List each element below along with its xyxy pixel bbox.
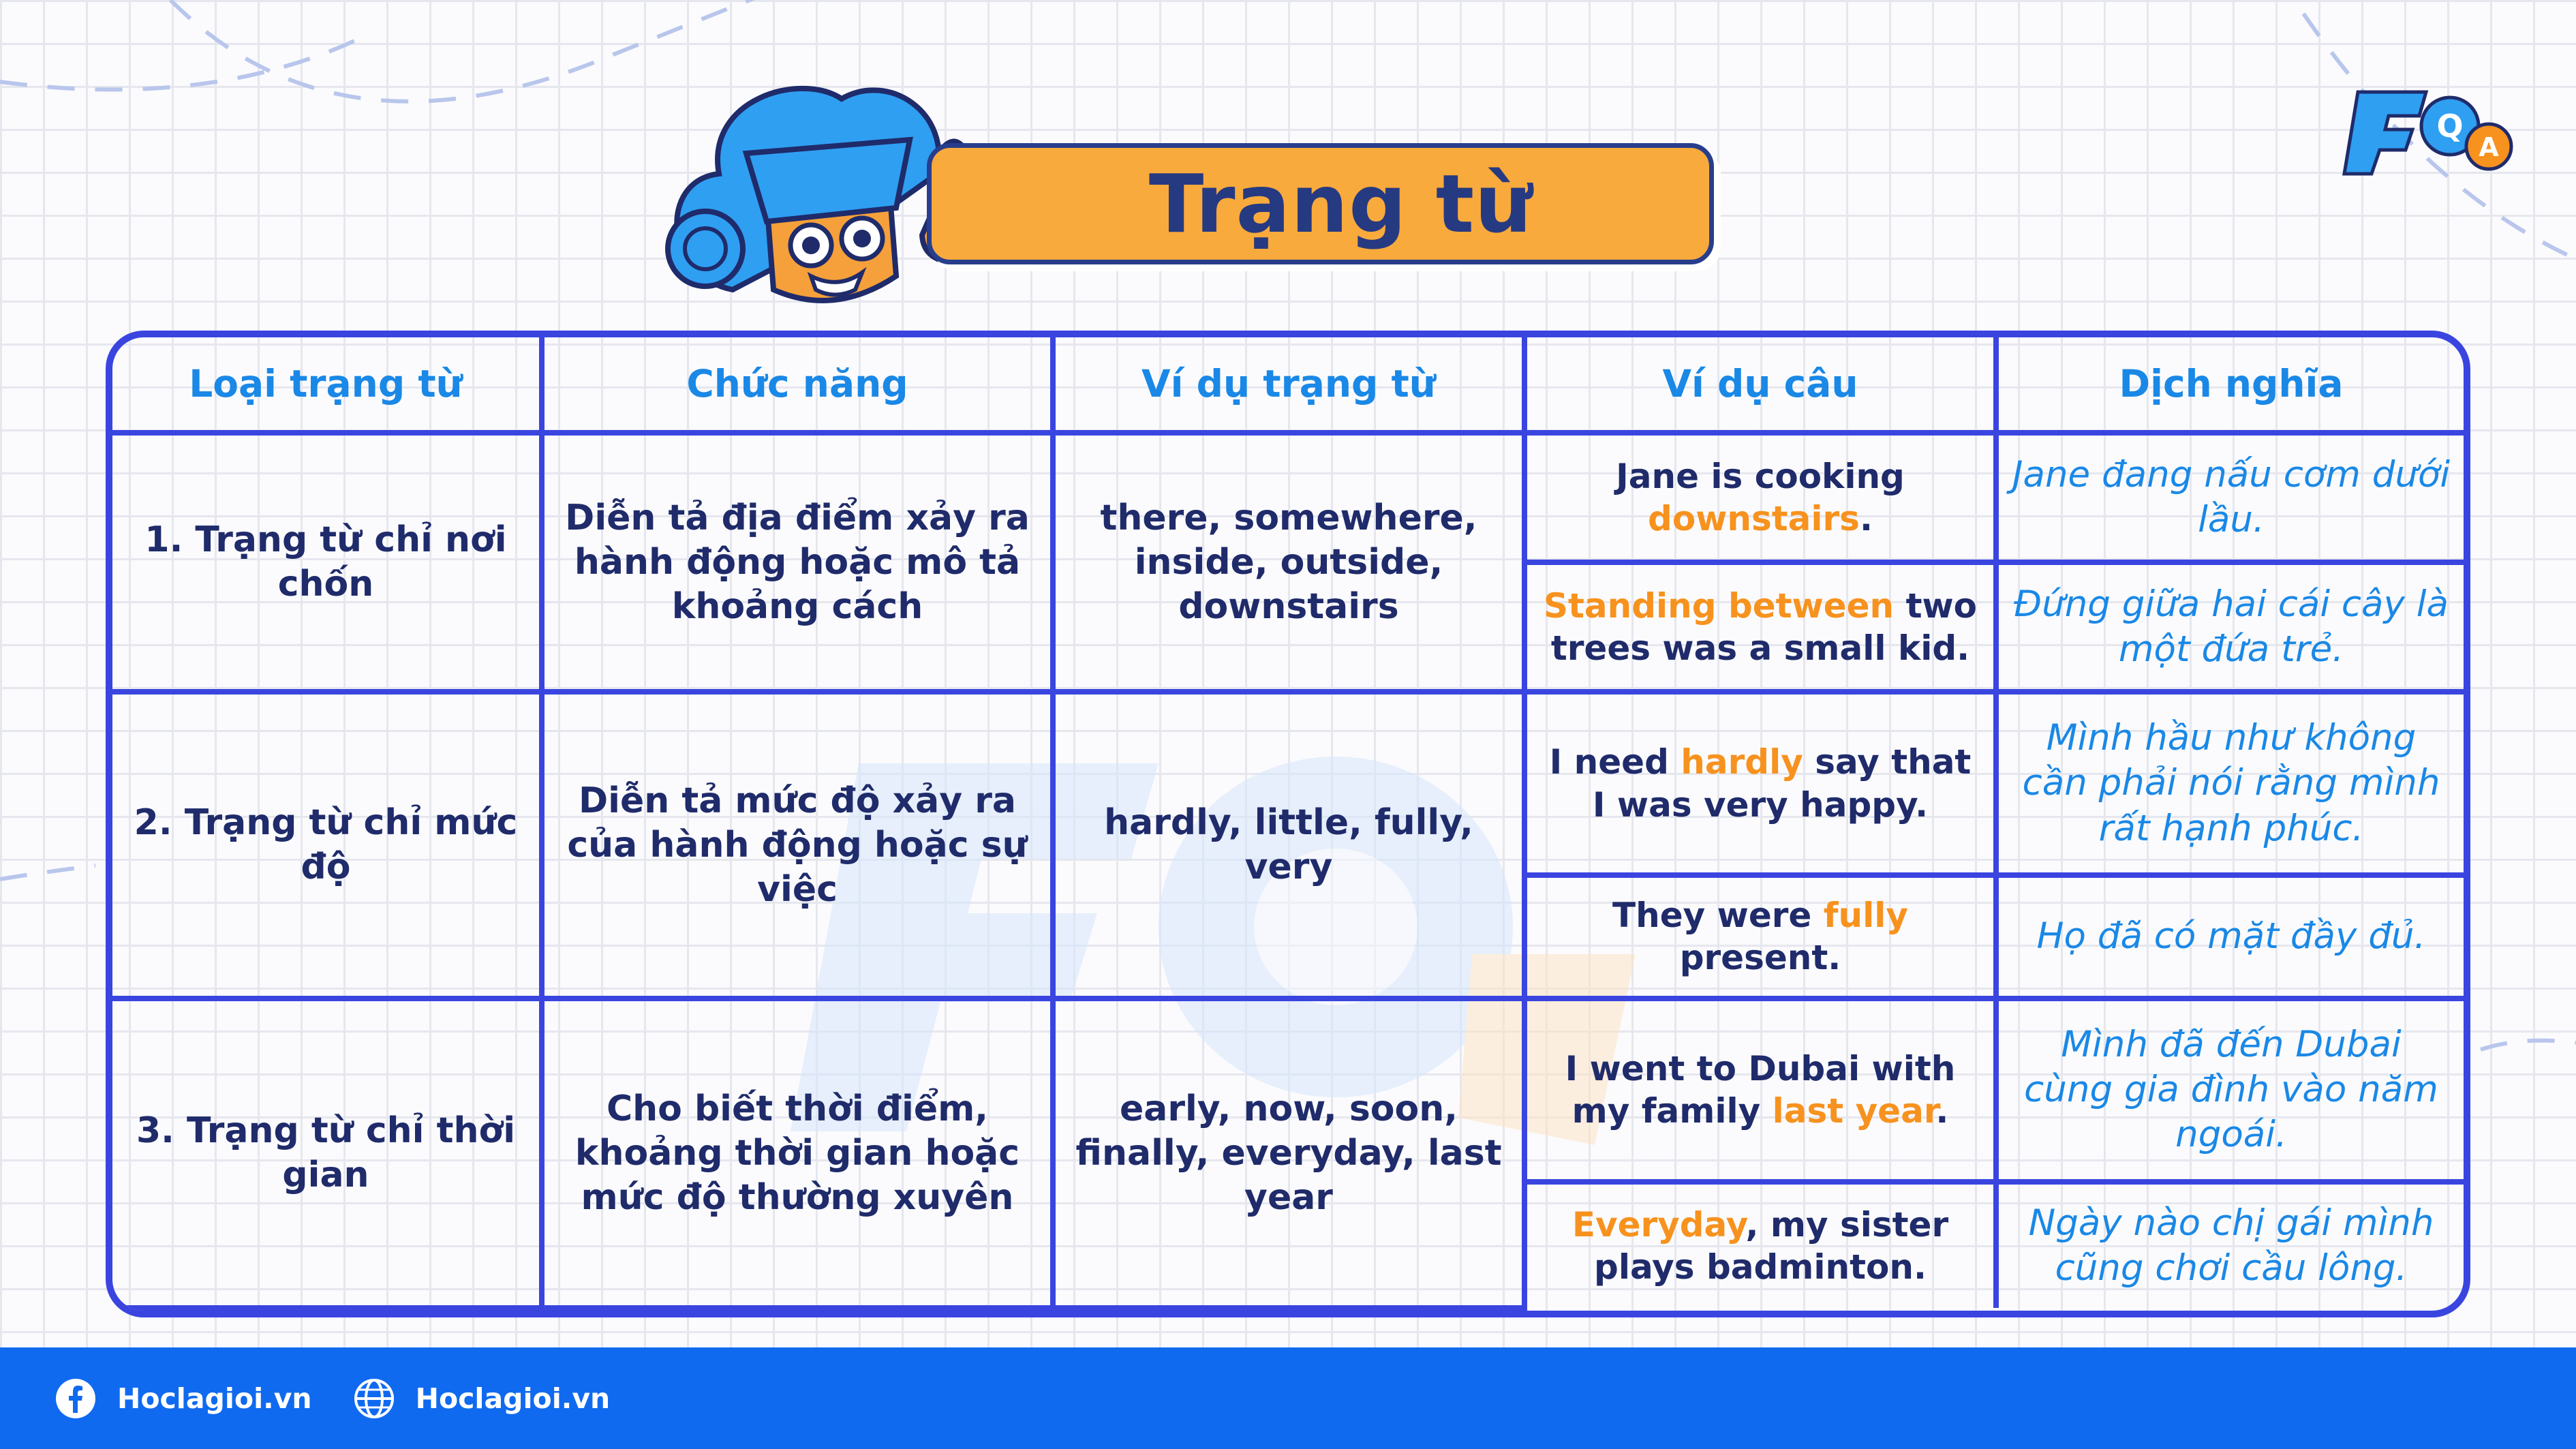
sentence-text: say that I was very happy.	[1592, 742, 1972, 825]
footer-bar	[0, 1347, 2576, 1449]
example-sentence-cell	[1524, 692, 1996, 875]
sentence-text: I need	[1549, 742, 1681, 782]
highlighted-adverb: Standing between	[1543, 585, 1895, 626]
translation-cell: Đứng giữa hai cái cây là một đứa trẻ.	[1996, 562, 2464, 692]
sentence-text: Jane is cooking	[1616, 456, 1905, 496]
website-label: Hoclagioi.vn	[415, 1382, 611, 1415]
highlighted-adverb: last year	[1772, 1091, 1936, 1131]
adverb-table	[106, 331, 2470, 1317]
examples-cell: there, somewhere, inside, outside, downstairs	[1053, 433, 1524, 692]
sentence-text: present.	[1679, 938, 1841, 978]
sentence-text: , my sister plays badminton.	[1594, 1204, 1949, 1287]
function-cell: Diễn tả địa điểm xảy ra hành động hoặc mô tả khoảng cách	[542, 433, 1053, 692]
header-type: Loại trạng từ	[112, 337, 542, 433]
sentence-text: They were	[1612, 895, 1824, 935]
facebook-icon	[55, 1377, 97, 1420]
facebook-link[interactable]	[55, 1377, 312, 1420]
sentence-text: .	[1935, 1091, 1949, 1131]
translation-cell: Họ đã có mặt đầy đủ.	[1996, 875, 2464, 998]
header-sentence: Ví dụ câu	[1524, 337, 1996, 433]
globe-icon	[353, 1377, 395, 1420]
fqa-logo-icon	[2337, 78, 2515, 181]
example-sentence-cell	[1524, 562, 1996, 692]
translation-cell: Mình đã đến Dubai cùng gia đình vào năm ngoái.	[1996, 998, 2464, 1182]
table-row	[112, 692, 2464, 875]
title-banner	[927, 143, 1714, 264]
svg-text:Q: Q	[2436, 108, 2464, 144]
example-sentence-cell	[1524, 1182, 1996, 1308]
sentence-text: two trees was a small kid.	[1550, 585, 1978, 669]
translation-cell: Ngày nào chị gái mình cũng chơi cầu lông.	[1996, 1182, 2464, 1308]
website-link[interactable]	[353, 1377, 611, 1420]
header-translation: Dịch nghĩa	[1996, 337, 2464, 433]
highlighted-adverb: fully	[1823, 895, 1908, 935]
table-row	[112, 433, 2464, 562]
examples-cell: hardly, little, fully, very	[1053, 692, 1524, 998]
example-sentence-cell	[1524, 875, 1996, 998]
highlighted-adverb: Everyday	[1571, 1204, 1746, 1245]
header-function: Chức năng	[542, 337, 1053, 433]
page-title: Trạng từ	[1148, 157, 1533, 251]
adverb-type-cell: 2. Trạng từ chỉ mức độ	[112, 692, 542, 998]
examples-cell: early, now, soon, finally, everyday, last year	[1053, 998, 1524, 1308]
example-sentence-cell	[1524, 433, 1996, 562]
adverb-type-cell: 3. Trạng từ chỉ thời gian	[112, 998, 542, 1308]
svg-text:A: A	[2479, 132, 2499, 162]
sentence-text: I went to Dubai with my family	[1565, 1048, 1956, 1131]
table-row	[112, 998, 2464, 1182]
function-cell: Cho biết thời điểm, khoảng thời gian hoặc mức độ thường xuyên	[542, 998, 1053, 1308]
translation-cell: Mình hầu như không cần phải nói rằng mình rất hạnh phúc.	[1996, 692, 2464, 875]
sentence-text: .	[1859, 499, 1873, 539]
highlighted-adverb: downstairs	[1648, 499, 1860, 539]
facebook-label: Hoclagioi.vn	[117, 1382, 312, 1415]
table-header-row	[112, 337, 2464, 433]
function-cell: Diễn tả mức độ xảy ra của hành động hoặc sự việc	[542, 692, 1053, 998]
header-examples: Ví dụ trạng từ	[1053, 337, 1524, 433]
highlighted-adverb: hardly	[1681, 742, 1803, 782]
translation-cell: Jane đang nấu cơm dưới lầu.	[1996, 433, 2464, 562]
adverb-type-cell: 1. Trạng từ chỉ nơi chốn	[112, 433, 542, 692]
example-sentence-cell	[1524, 998, 1996, 1182]
